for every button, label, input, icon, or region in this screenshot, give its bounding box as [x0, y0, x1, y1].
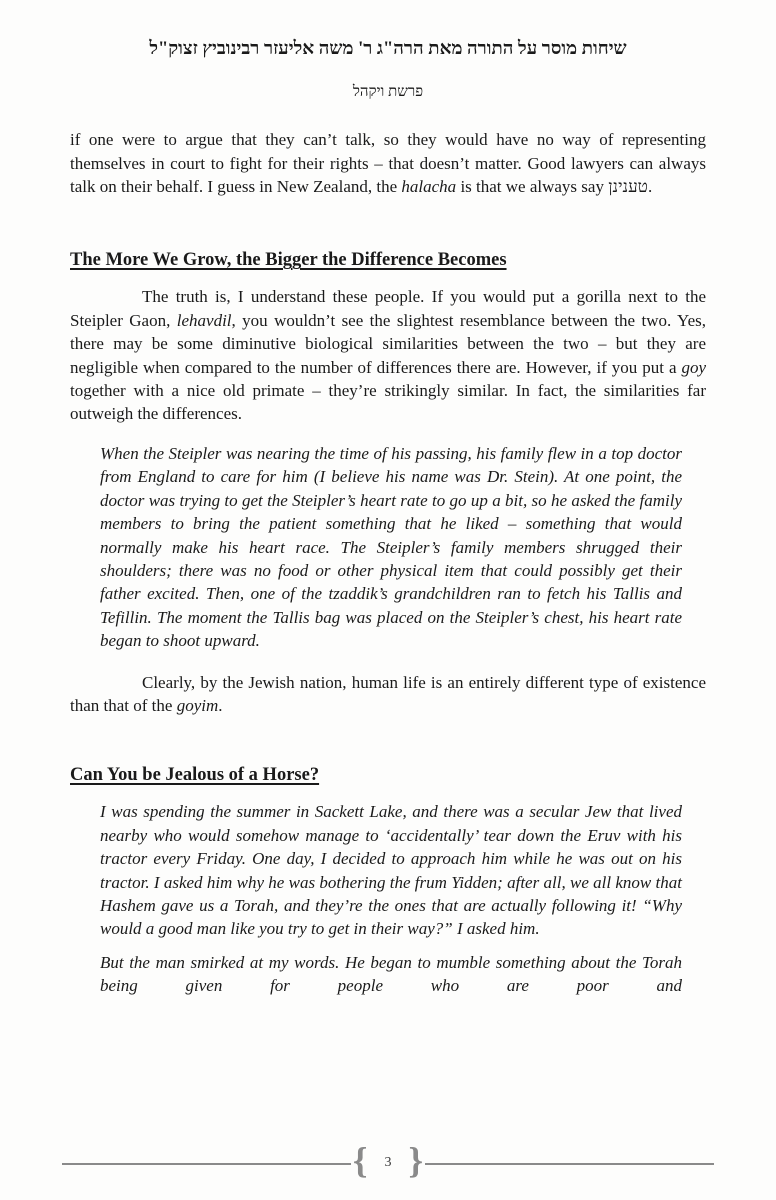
paragraph-text: if one were to argue that they can’t talk, so they would have no way of representing themselves in court to fight for their rights – that doesn’t matter. Good lawyers can always talk on their behalf. I guess in New Zealand, the	[70, 130, 706, 196]
hebrew-subtitle: פרשת ויקהל	[352, 84, 424, 101]
paragraph-text: .	[218, 695, 223, 715]
block-quote-steipler-story: When the Steipler was nearing the time of his passing, his family flew in a top doctor from England to care for him (I believe his name was Dr. Stein). At one point, the doctor was trying to get the Steipler’s heart rate to go up a bit, so he asked the family members to bring the patient something that he liked – something that would normally make his heart race. The Steipler’s family members shrugged their shoulders; there was no food or other physical item that could possibly get their father excited. Then, one of the tzaddik’s grandchildren ran to fetch his Tallis and Tefillin. The moment the Tallis bag was placed on the Steipler’s chest, his heart rate began to shoot upward.	[100, 443, 682, 651]
paragraph-text: The truth is, I understand these people. If you would put a gorilla next to the Steipler Gaon,	[70, 287, 706, 330]
paragraph-text: , you wouldn’t see the slightest resemblance between the two. Yes, there may be some diminutive biological similarities between the two – but they are negligible when compared to the number of differences there are. However, if you put a	[70, 310, 706, 377]
hebrew-term: טענינן	[608, 177, 648, 196]
paragraph-text: together with a nice old primate – they’re strikingly similar. In fact, the similarities far outweigh the differences.	[70, 381, 706, 424]
section-heading-difference-becomes: The More We Grow, the Bigger the Difference Becomes	[70, 250, 507, 271]
paragraph-body	[70, 285, 706, 425]
paragraph-text: Clearly, by the Jewish nation, human life is an entirely different type of existence than that of the	[70, 672, 706, 715]
italic-term-goy: goy	[681, 357, 706, 377]
section-heading-jealous-horse: Can You be Jealous of a Horse?	[70, 765, 320, 786]
footer-rule-right	[425, 1163, 714, 1165]
footer-brace-right-icon: }	[408, 1140, 424, 1182]
block-quote-continuation: But the man smirked at my words. He began to mumble something about the Torah being given for people who are poor and	[100, 952, 682, 996]
paragraph-text: is that we always say	[456, 177, 609, 196]
block-quote-sackett-lake-story: I was spending the summer in Sackett Lake, and there was a secular Jew that lived nearby who would somehow manage to ‘accidentally’ tear down the Eruv with his tractor every Friday. One day, I decided to approach him while he was out on his tractor. I asked him why he was bothering the frum Yidden; after all, we all know that Hashem gave us a Torah, and they’re the ones that are actually following it! “Why would a good man like you try to get in their way?” I asked him.	[100, 802, 682, 939]
italic-term-halacha: halacha	[401, 177, 457, 196]
page-number: 3	[384, 1155, 392, 1170]
paragraph-continuation	[70, 128, 706, 198]
paragraph-body	[70, 671, 706, 718]
page-content	[70, 0, 706, 998]
italic-term-goyim: goyim	[176, 695, 219, 715]
page-footer	[62, 1140, 714, 1185]
italic-term-lehavdil: lehavdil	[176, 310, 232, 330]
footer-rule-left	[62, 1163, 351, 1165]
hebrew-title: שיחות מוסר על התורה מאת הרה"ג ר' משה אליעזר רבינוביץ זצוק"ל	[149, 39, 627, 59]
footer-brace-left-icon: {	[352, 1140, 368, 1182]
paragraph-text: .	[647, 177, 653, 196]
